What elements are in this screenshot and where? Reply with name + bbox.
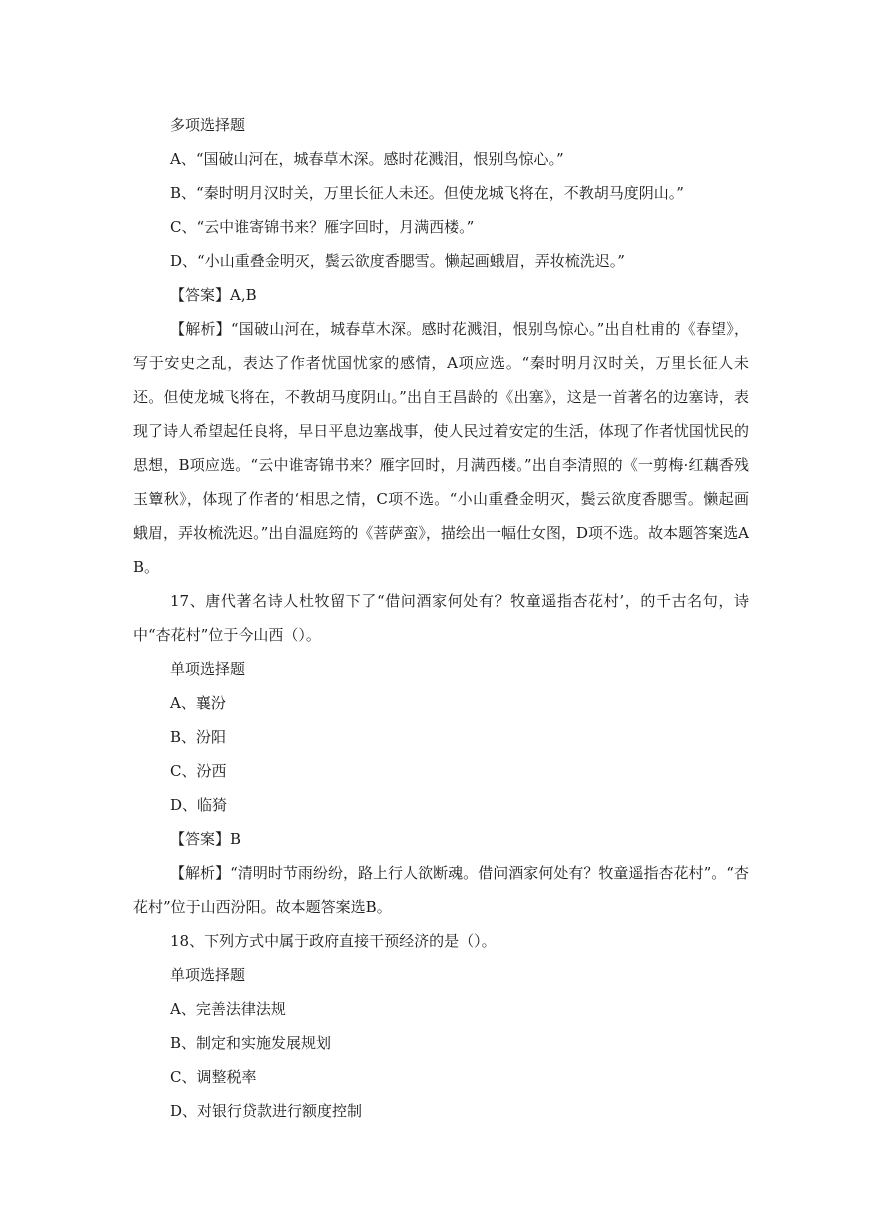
q17-option-b: B、汾阳	[170, 728, 227, 746]
q17-answer: 【答案】B	[170, 830, 242, 848]
q16-option-a: A、“国破山河在，城春草木深。感时花溅泪，恨别鸟惊心。”	[170, 150, 564, 168]
q18-option-b: B、制定和实施发展规划	[170, 1034, 332, 1052]
q16-option-c: C、“云中谁寄锦书来？雁字回时，月满西楼。”	[170, 218, 475, 236]
q18-type: 单项选择题	[170, 966, 246, 984]
q18-option-c: C、调整税率	[170, 1068, 257, 1086]
q16-option-b: B、“秦时明月汉时关，万里长征人未还。但使龙城飞将在，不教胡马度阴山。”	[170, 184, 684, 202]
q17-option-c: C、汾西	[170, 762, 227, 780]
q18-stem: 18、下列方式中属于政府直接干预经济的是（）。	[170, 932, 497, 950]
q17-analysis: 【解析】“清明时节雨纷纷，路上行人欲断魂。借问酒家何处有？牧童遥指杏花村”。“杏花村”位于山西汾阳。故本题答案选B。	[133, 864, 749, 916]
q16-type: 多项选择题	[170, 116, 246, 134]
q17-stem: 17、唐代著名诗人杜牧留下了“借问酒家何处有？牧童遥指杏花村’，的千古名句，诗中“杏花村”位于今山西（）。	[133, 592, 749, 644]
q17-option-d: D、临猗	[170, 796, 228, 814]
q18-option-a: A、完善法律法规	[170, 1000, 286, 1018]
q17-option-a: A、襄汾	[170, 694, 226, 712]
q16-analysis: 【解析】“国破山河在，城春草木深。感时花溅泪，恨别鸟惊心。”出自杜甫的《春望》，写于安史之乱，表达了作者忧国忧家的感情，A项应选。“秦时明月汉时关，万里长征人未还。但使龙城飞将在，不教胡马度阴山。”出自王昌龄的《出塞》，这是一首著名的边塞诗，表现了诗人希望起任良将，早日平息边塞战事，使人民过着安定的生活，体现了作者忧国忧民的思想，B项应选。“云中谁寄锦书来？雁字回时，月满西楼。”出自李清照的《一剪梅·红藕香残玉簟秋》，体现了作者的‘相思之情，C项不选。“小山重叠金明灭，鬓云欲度香腮雪。懒起画蛾眉，弄妆梳洗迟。”出自温庭筠的《菩萨蛮》，描绘出一幅仕女图，D项不选。故本题答案选AB。	[133, 320, 749, 576]
document-content	[133, 108, 749, 1128]
q16-option-d: D、“小山重叠金明灭，鬓云欲度香腮雪。懒起画蛾眉，弄妆梳洗迟。”	[170, 252, 625, 270]
q17-type: 单项选择题	[170, 660, 246, 678]
q18-option-d: D、对银行贷款进行额度控制	[170, 1102, 363, 1120]
q16-answer: 【答案】A,B	[170, 286, 257, 304]
